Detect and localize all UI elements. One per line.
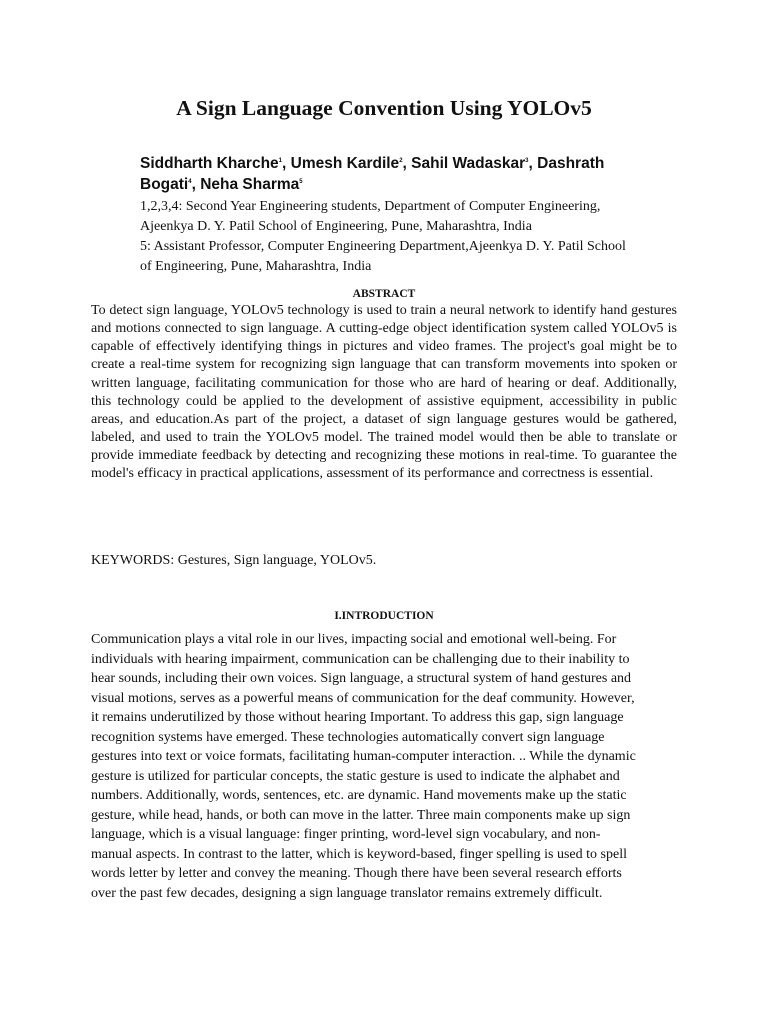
text-line: it remains underutilized by those without hearing Important. To address this gap, sign language bbox=[91, 710, 624, 725]
author-separator: , bbox=[282, 155, 291, 172]
text-line: individuals with hearing impairment, communication can be challenging due to their inability to bbox=[91, 651, 630, 667]
author-name: Dashrath Bogati bbox=[140, 155, 605, 193]
introduction-text bbox=[91, 630, 677, 903]
author-name: Sahil Wadaskar bbox=[411, 155, 526, 172]
author-name: Siddharth Kharche bbox=[140, 155, 279, 172]
author-separator: , bbox=[191, 176, 201, 193]
text-line: visual motions, serves as a powerful means of communication for the deaf community. However, bbox=[91, 690, 635, 706]
text-line: gesture, while head, hands, or both can move in the latter. Three main components make up sign bbox=[91, 807, 631, 823]
author-name: Neha Sharma bbox=[200, 176, 300, 193]
text-line: gestures into text or voice formats, facilitating human-computer interaction. .. While the dynamic bbox=[91, 749, 636, 764]
affiliation-students: 1,2,3,4: Second Year Engineering students, Department of Computer Engineering, Ajeenkya D. Y. Patil School of Engineering, Pune, Maharashtra, India bbox=[140, 199, 601, 234]
text-line: manual aspects. In contrast to the latter, which is keyword-based, finger spelling is used to spell bbox=[91, 846, 627, 862]
text-line: Communication plays a vital role in our lives, impacting social and emotional well-being. For bbox=[91, 632, 617, 647]
affiliation-professor: 5: Assistant Professor, Computer Engineering Department,Ajeenkya D. Y. Patil School of Engineering, Pune, Maharashtra, India bbox=[140, 239, 626, 274]
author-mark: 5 bbox=[299, 178, 303, 185]
text-line: recognition systems have emerged. These technologies automatically convert sign language bbox=[91, 729, 605, 745]
author-mark: 2 bbox=[399, 157, 403, 164]
text-line: over the past few decades, designing a sign language translator remains extremely difficult. bbox=[91, 885, 603, 901]
affiliation-block bbox=[140, 197, 640, 277]
author-list bbox=[140, 153, 660, 195]
author-separator: , bbox=[402, 155, 412, 172]
keywords-line: KEYWORDS: Gestures, Sign language, YOLOv5. bbox=[91, 553, 377, 568]
author-mark: 4 bbox=[188, 178, 192, 185]
author-separator: , bbox=[528, 155, 538, 172]
text-line: hear sounds, including their own voices. Sign language, a structural system of hand gestures and bbox=[91, 671, 632, 686]
author-mark: 3 bbox=[525, 157, 529, 164]
text-line: language, which is a visual language: finger printing, word-level sign vocabulary, and non- bbox=[91, 827, 601, 842]
abstract-heading: ABSTRACT bbox=[352, 288, 416, 300]
author-name: Umesh Kardile bbox=[290, 155, 400, 172]
paper-title: A Sign Language Convention Using YOLOv5 bbox=[176, 96, 592, 120]
text-line: numbers. Additionally, words, sentences, etc. are dynamic. Hand movements make up the static bbox=[91, 788, 627, 803]
text-line: gesture is utilized for particular concepts, the static gesture is used to indicate the alphabet and bbox=[91, 768, 620, 784]
text-line: words letter by letter and convey the meaning. Though there have been several research efforts bbox=[91, 866, 622, 881]
introduction-heading: I.INTRODUCTION bbox=[334, 610, 434, 622]
abstract-text: To detect sign language, YOLOv5 technology is used to train a neural network to identify hand gestures and motions connected to sign language. A cutting-edge object identification system called YOLOv5 is capable of effectively identifying things in pictures and video frames. The project's goal might be to create a real-time system for recognizing sign language that can transform movements into spoken or written language, facilitating communication for those who are hard of hearing or deaf. Additionally, this technology could be applied to the development of assistive equipment, accessibility in public areas, and education.As part of the project, a dataset of sign language gestures would be gathered, labeled, and used to train the YOLOv5 model. The trained model would then be able to translate or provide immediate feedback by detecting and recognizing these motions in real-time. To guarantee the model's efficacy in practical applications, assessment of its performance and correctness is essential. bbox=[91, 303, 677, 482]
author-mark: 1 bbox=[278, 157, 283, 164]
